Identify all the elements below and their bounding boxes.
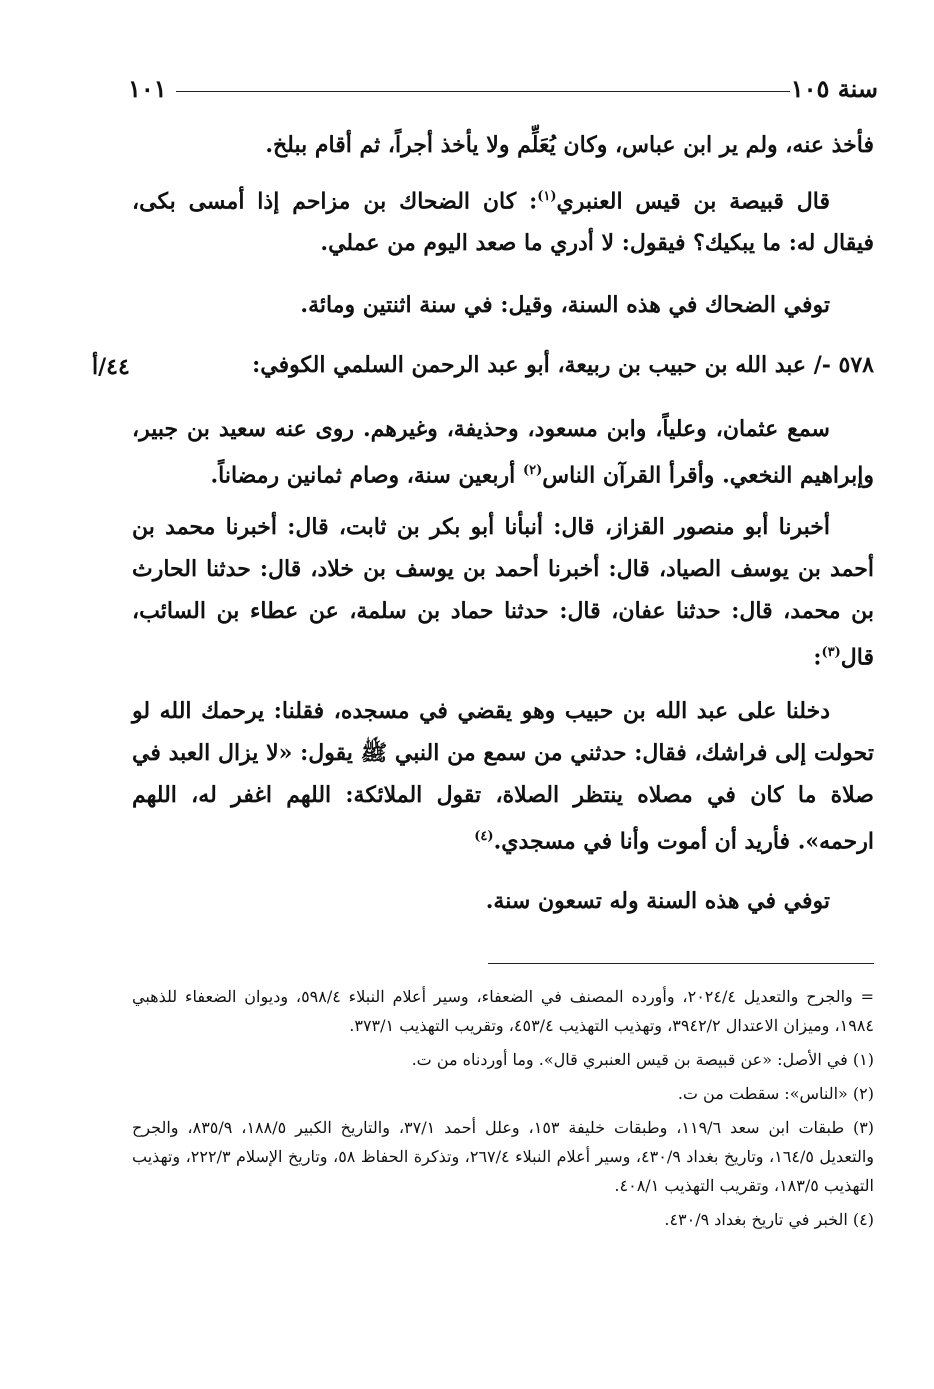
paragraph-5 bbox=[132, 506, 874, 678]
entry-title: ٥٧٨ -/ عبد الله بن حبيب بن ربيعة، أبو عبد الرحمن السلمي الكوفي: bbox=[252, 352, 874, 378]
footnote-ref-1[interactable]: (١) bbox=[537, 189, 557, 204]
paragraph-text-start: سمع عثمان، وعلياً، وابن مسعود، وحذيفة، وغيرهم. روى عنه سعيد بن جبير، وإبراهيم النخعي. وأقرأ القرآن الناس bbox=[132, 416, 874, 489]
paragraph-text-start: قال قبيصة بن قيس العنبري bbox=[556, 188, 830, 215]
paragraph-3 bbox=[132, 284, 874, 326]
page-number: ١٠١ bbox=[128, 74, 167, 103]
paragraph-1 bbox=[132, 124, 874, 166]
header-rule bbox=[176, 91, 790, 92]
paragraph-text-start: أخبرنا أبو منصور القزاز، قال: أنبأنا أبو بكر بن ثابت، قال: أخبرنا محمد بن أحمد بن يوسف الصياد، قال: أخبرنا أحمد بن يوسف بن خلاد، قال: حدثنا الحارث بن محمد، قال: حدثنا عفان، قال: حدثنا حماد بن سلمة، عن عطاء بن السائب، قال bbox=[132, 514, 874, 671]
paragraph-text-4 bbox=[132, 408, 874, 496]
paragraph-text-6 bbox=[132, 690, 874, 862]
paragraph-4 bbox=[132, 408, 874, 496]
manuscript-folio-note: ٤٤/أ bbox=[92, 354, 130, 380]
footnote-1: (١) في الأصل: «عن قبيصة بن قيس العنبري قال». وما أوردناه من ت. bbox=[411, 1050, 874, 1069]
paragraph-7 bbox=[132, 880, 874, 922]
footnote-3: (٣) طبقات ابن سعد ١١٩/٦، وطبقات خليفة ١٥٣، وعلل أحمد ٣٧/١، والتاريخ الكبير ١٨٨/٥، ٨٣٥/٩، والجرح والتعديل ١٦٤/٥، وتاريخ بغداد ٤٣٠/٩، وسير أعلام النبلاء ٢٦٧/٤، وتذكرة الحفاظ ٥٨، وتاريخ الإسلام ٢٢٢/٣، وتهذيب التهذيب ١٨٣/٥، وتقريب التهذيب ٤٠٨/١. bbox=[132, 1118, 875, 1195]
paragraph-text: توفي الضحاك في هذه السنة، وقيل: في سنة اثنتين ومائة. bbox=[300, 292, 830, 318]
footnotes bbox=[132, 982, 874, 1239]
footnote-ref-2[interactable]: (٢) bbox=[522, 463, 543, 478]
footnote-4: (٤) الخبر في تاريخ بغداد ٤٣٠/٩. bbox=[664, 1210, 874, 1229]
paragraph-text-end: : كان الضحاك بن مزاحم إذا أمسى بكى، فيقال له: ما يبكيك؟ فيقول: لا أدري ما صعد اليوم من عملي. bbox=[132, 188, 874, 257]
paragraph-6 bbox=[132, 690, 874, 862]
paragraph-text-5 bbox=[132, 506, 874, 678]
footnote-continued: = والجرح والتعديل ٢٠٢٤/٤، وأورده المصنف في الضعفاء، وسير أعلام النبلاء ٥٩٨/٤، وديوان الضعفاء للذهبي ١٩٨٤، وميزان الاعتدال ٣٩٤٢/٢، وتهذيب التهذيب ٤٥٣/٤، وتقريب التهذيب ٣٧٣/١. bbox=[132, 987, 875, 1035]
paragraph-text-2 bbox=[132, 176, 874, 264]
paragraph-2 bbox=[132, 176, 874, 264]
page-header bbox=[128, 72, 878, 112]
paragraph-text-end: : bbox=[813, 644, 822, 671]
running-title: سنة ١٠٥ bbox=[790, 74, 878, 103]
paragraph-text-start: دخلنا على عبد الله بن حبيب وهو يقضي في مسجده، فقلنا: يرحمك الله لو تحولت إلى فراشك، فقال: حدثني من سمع من النبي ﷺ يقول: «لا يزال العبد في صلاة ما كان في مصلاه ينتظر الصلاة، تقول الملائكة: اللهم اغفر له، اللهم ارحمه». فأريد أن أموت وأنا في مسجدي. bbox=[132, 698, 874, 855]
paragraph-text: توفي في هذه السنة وله تسعون سنة. bbox=[485, 888, 830, 914]
footnote-ref-4[interactable]: (٤) bbox=[474, 829, 494, 844]
paragraph-text-end: أربعين سنة، وصام ثمانين رمضاناً. bbox=[210, 462, 523, 489]
footnote-rule bbox=[488, 963, 874, 964]
entry-heading bbox=[74, 352, 874, 396]
footnote-ref-3[interactable]: (٣) bbox=[821, 645, 841, 660]
footnote-2: (٢) «الناس»: سقطت من ت. bbox=[677, 1084, 874, 1103]
paragraph-text: فأخذ عنه، ولم ير ابن عباس، وكان يُعَلِّم ولا يأخذ أجراً، ثم أقام ببلخ. bbox=[265, 132, 874, 158]
